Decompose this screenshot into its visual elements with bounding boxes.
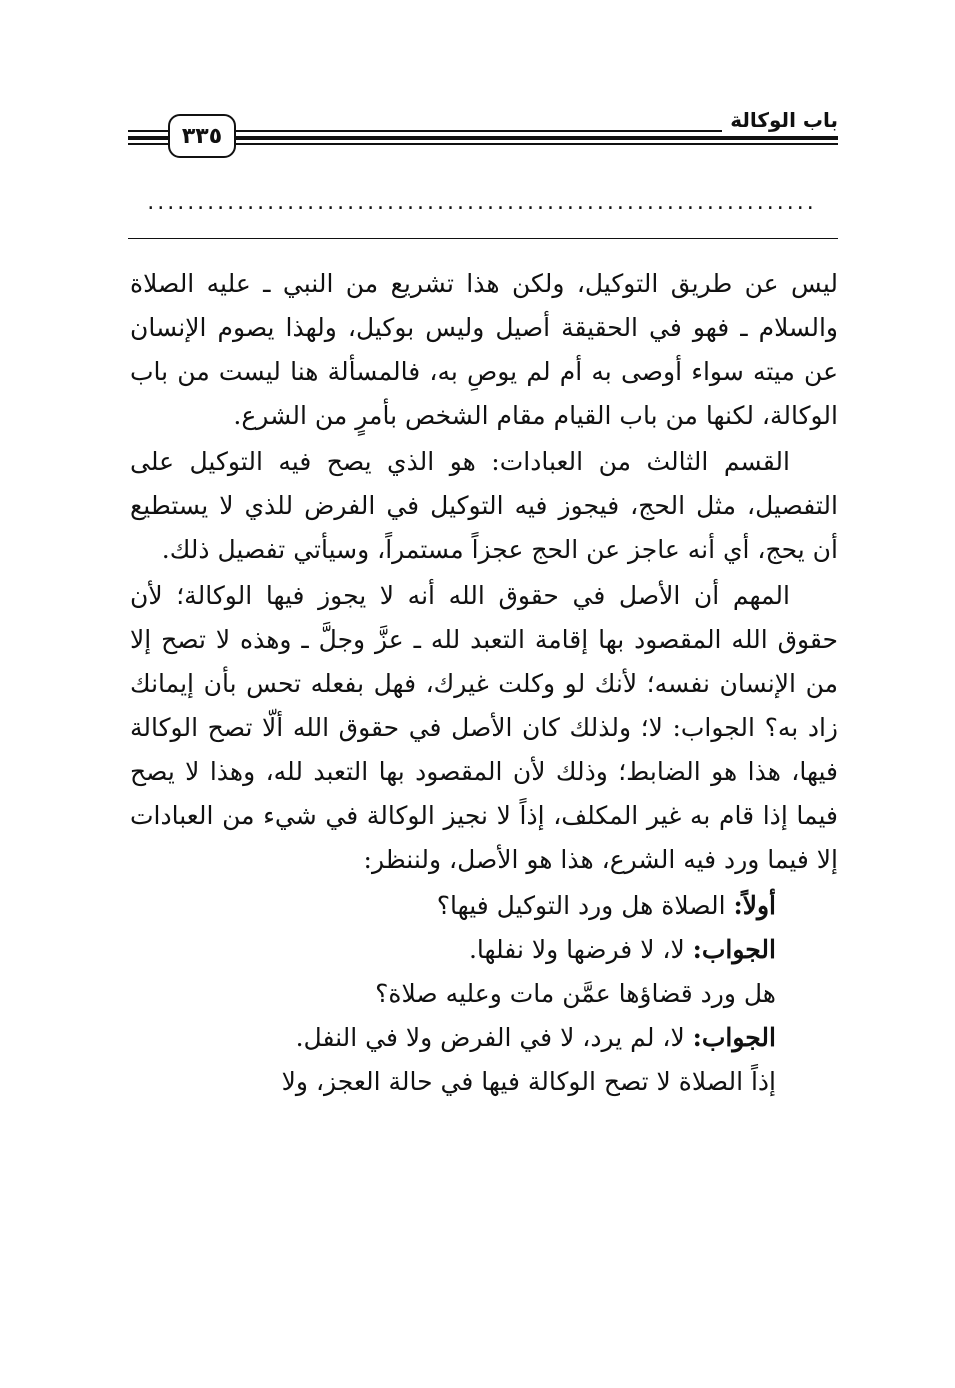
dotted-separator: ...................................................................: [147, 190, 817, 215]
paragraph-2: القسم الثالث من العبادات: هو الذي يصح فيه التوكيل على التفصيل، مثل الحج، فيجوز فيه التوكيل في الفرض للذي لا يستطيع أن يحج، أي أنه عاجز عن الحج عجزاً مستمراً، وسيأتي تفصيل ذلك.: [130, 447, 838, 564]
page-header: [128, 108, 838, 156]
qa-line-1: [130, 884, 838, 928]
qa-label: الجواب:: [692, 1023, 776, 1052]
paragraph-3: المهم أن الأصل في حقوق الله أنه لا يجوز فيها الوكالة؛ لأن حقوق الله المقصود بها إقامة التعبد لله ـ عزَّ وجلَّ ـ وهذه لا تصح إلا من الإنسان نفسه؛ لأنك لو وكلت غيرك، فهل بفعله تحس بأن إيمانك زاد به؟ الجواب: لا؛ ولذلك كان الأصل في حقوق الله ألّا تصح الوكالة فيها، هذا هو الضابط؛ وذلك لأن المقصود بها التعبد لله، وهذا لا يصح فيما إذا قام به غير المكلف، إذاً لا نجيز الوكالة في شيء من العبادات إلا فيما ورد فيه الشرع، هذا هو الأصل، ولننظر:: [130, 581, 838, 874]
qa-line-5: [130, 1060, 838, 1104]
separator-rule: [128, 238, 838, 239]
qa-text: إذاً الصلاة لا تصح الوكالة فيها في حالة العجز، ولا: [281, 1067, 776, 1096]
qa-text: لا، لم يرد، لا في الفرض ولا في النفل.: [295, 1023, 693, 1052]
qa-text: هل ورد قضاؤها عمَّن مات وعليه صلاة؟: [375, 979, 776, 1008]
header-rule-left: [128, 130, 168, 146]
page-number: ٣٣٥: [168, 114, 236, 158]
qa-text: الصلاة هل ورد التوكيل فيها؟: [436, 891, 734, 920]
chapter-title: باب الوكالة: [722, 108, 838, 132]
qa-line-2: [130, 928, 838, 972]
qa-line-4: [130, 1016, 838, 1060]
qa-text: لا، لا فرضها ولا نفلها.: [468, 935, 693, 964]
page-body: [130, 262, 838, 1104]
qa-label: الجواب:: [692, 935, 776, 964]
qa-line-3: [130, 972, 838, 1016]
paragraph-1: ليس عن طريق التوكيل، ولكن هذا تشريع من النبي ـ عليه الصلاة والسلام ـ فهو في الحقيقة أصيل وليس بوكيل، ولهذا يصوم الإنسان عن ميته سواء أوصى به أم لم يوصِ به، فالمسألة هنا ليست من باب الوكالة، لكنها من باب القيام مقام الشخص بأمرٍ من الشرع.: [130, 269, 838, 430]
qa-label: أولاً:: [733, 891, 776, 920]
header-rule-right: [234, 130, 838, 146]
